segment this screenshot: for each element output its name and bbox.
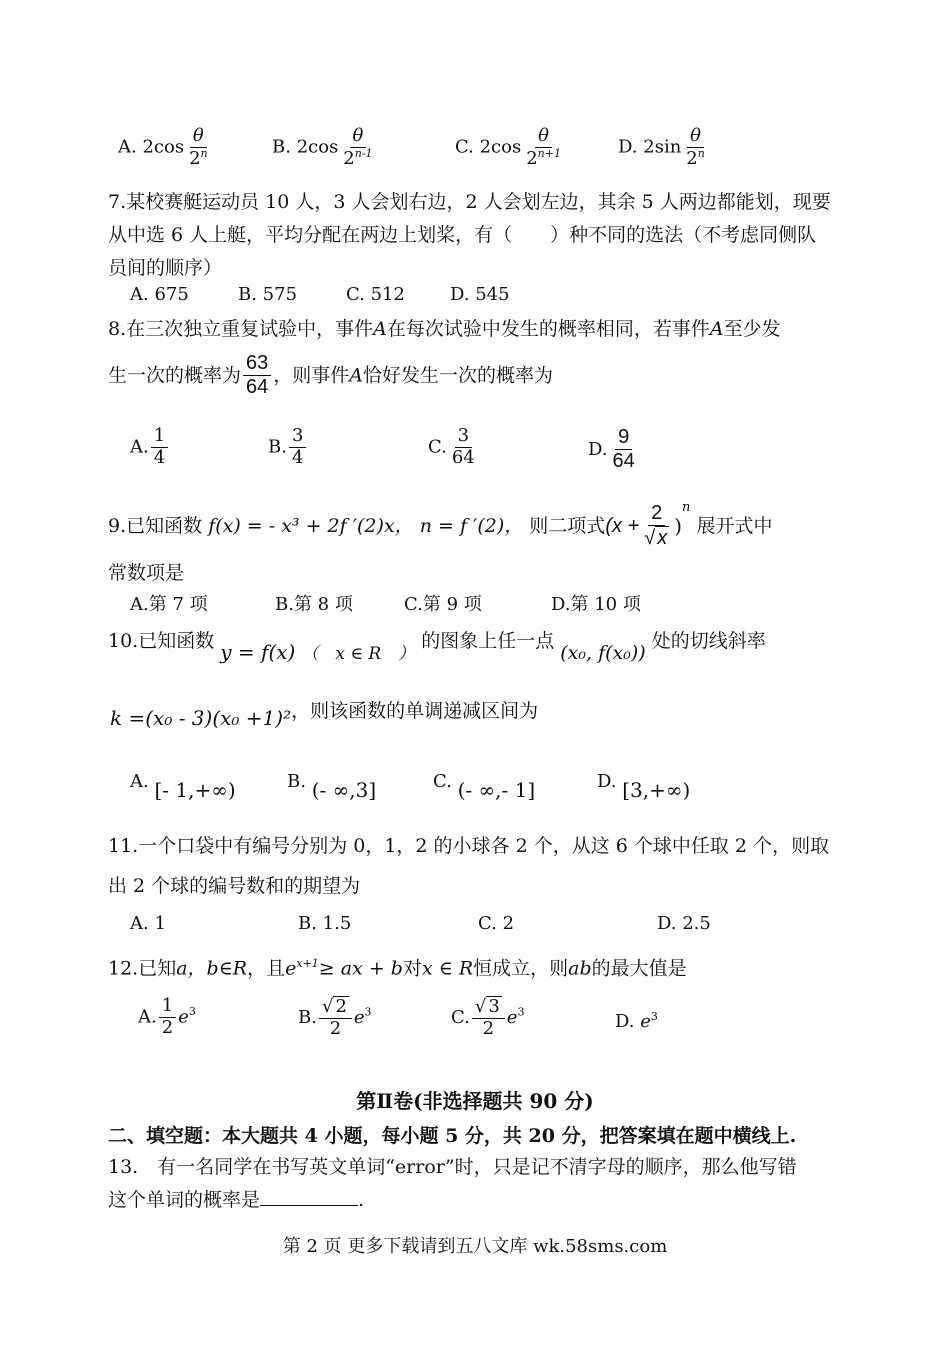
q9-option-b: B.第 8 项 [275, 594, 353, 615]
q8-probability-fraction: $\frac{63}{64}$ [243, 352, 271, 399]
q12-option-a: A. $\frac{1}{2}$ $e^3$ [138, 995, 196, 1038]
q11-option-d: D. 2.5 [657, 913, 711, 934]
q8-option-d: D. $\frac{9}{64}$ [588, 426, 640, 473]
q7-option-c: C. 512 [346, 284, 405, 305]
page-footer: 第 2 页 更多下载请到五八文库 wk.58sms.com [282, 1236, 668, 1257]
q8-option-c: C. $\frac{3}{64}$ [428, 426, 480, 468]
q8-option-c-fraction: $\frac{3}{64}$ [451, 425, 475, 468]
q6-d-fraction: $\frac{\theta}{2^n}$ [686, 125, 705, 169]
q7-option-b: B. 575 [238, 284, 298, 305]
section2-title: 第Ⅱ卷(非选择题共 90 分) [356, 1089, 594, 1113]
q8-option-a-fraction: $\frac{1}{4}$ [151, 426, 168, 468]
q12-option-c: C. $\frac{√ 3}{2}$ $e^3$ [451, 996, 525, 1039]
section2-instruction: 二、填空题：本大题共 4 小题，每小题 5 分，共 20 分，把答案填在题中横线上. [108, 1125, 797, 1147]
q7-option-d: D. 545 [450, 284, 510, 305]
q6-option-b: B. 2cos $\frac{\theta}{2^{n-1}}$ [272, 126, 378, 169]
q7-line3: 员间的顺序） [108, 257, 223, 279]
q6-option-c: C. 2cos $\frac{\theta}{2^{n+1}}$ [455, 126, 566, 169]
q7-line2: 从中选 6 人上艇，平均分配在两边上划桨，有（ ）种不同的选法（不考虑同侧队 [108, 224, 817, 246]
q8-line1: 8.在三次独立重复试验中，事件A在每次试验中发生的概率相同，若事件A至少发 [108, 318, 781, 340]
q11-option-b: B. 1.5 [298, 913, 352, 934]
q10-option-b: B. (- ∞,3] [287, 771, 377, 802]
q6-a-fraction: $\frac{\theta}{2^n}$ [189, 125, 208, 169]
q12-option-c-fraction: $\frac{√ 3}{2}$ [472, 996, 505, 1039]
q8-option-b-fraction: $\frac{3}{4}$ [289, 426, 306, 468]
q9-option-c: C.第 9 项 [404, 594, 482, 615]
q11-line2: 出 2 个球的编号数和的期望为 [108, 875, 361, 897]
q11-option-c: C. 2 [478, 913, 515, 934]
q10-line1: 10.已知函数 y = f(x) （ x ∈ R ） 的图象上任一点 (x₀, f(x₀)) 处的切线斜率 [108, 630, 766, 664]
q11-line1: 11.一个口袋中有编号分别为 0，1，2 的小球各 2 个，从这 6 个球中任取 2 个，则取 [108, 835, 830, 857]
q13-answer-blank[interactable] [260, 1187, 358, 1206]
q9-line1: 9.已知函数 f(x) = - x³ + 2f ′(2)x， n = f ′(2)， 则二项式(x + $\frac{2}{√ x}$ )$^n$ 展开式中 [108, 500, 773, 549]
q8-line2: 生一次的概率为 $\frac{63}{64}$ ，则事件A恰好发生一次的概率为 [108, 352, 554, 398]
q8-option-d-fraction: $\frac{9}{64}$ [612, 426, 635, 472]
q9-option-d: D.第 10 项 [551, 594, 641, 615]
q6-option-d: D. 2sin $\frac{\theta}{2^n}$ [618, 126, 710, 169]
q12-option-b-fraction: $\frac{√ 2}{2}$ [319, 996, 352, 1039]
q9-option-a: A.第 7 项 [130, 594, 208, 615]
q13-line1: 13. 有一名同学在书写英文单词“error”时，只是记不清字母的顺序，那么他写错 [108, 1156, 797, 1178]
q10-line2: k =(x₀ - 3)(x₀ +1)²，则该函数的单调递减区间为 [110, 700, 539, 730]
q12-line1: 12.已知a，b∈R，且$e^{x+1}\ge$ ax + b对x ∈ R恒成立，则ab的最大值是 [108, 957, 687, 980]
q6-c-fraction: $\frac{\theta}{2^{n+1}}$ [526, 125, 561, 169]
q12-option-a-fraction: $\frac{1}{2}$ [159, 996, 176, 1038]
q12-option-b: B. $\frac{√ 2}{2}$ $e^3$ [298, 996, 372, 1039]
q11-option-a: A. 1 [130, 913, 166, 934]
q6-b-fraction: $\frac{\theta}{2^{n-1}}$ [343, 125, 373, 169]
q9-binomial-fraction: $\frac{2}{√ x}$ [644, 502, 668, 549]
q7-option-a: A. 675 [130, 284, 189, 305]
q9-line2: 常数项是 [108, 562, 185, 584]
q6-option-a: A. 2cos $\frac{\theta}{2^n}$ [118, 126, 213, 169]
q10-option-d: D. [3,+∞) [597, 771, 691, 802]
q13-line2: 这个单词的概率是 . [108, 1189, 365, 1211]
q10-option-a: A. [- 1,+∞) [130, 771, 236, 802]
q8-option-b: B. $\frac{3}{4}$ [268, 426, 308, 468]
q12-option-d: D. $e^3$ [615, 1010, 658, 1032]
q10-option-c: C. (- ∞,- 1] [433, 771, 536, 802]
q8-option-a: A. $\frac{1}{4}$ [130, 426, 170, 468]
q7-line1: 7.某校赛艇运动员 10 人，3 人会划右边，2 人会划左边，其余 5 人两边都能划，现要 [108, 191, 831, 213]
